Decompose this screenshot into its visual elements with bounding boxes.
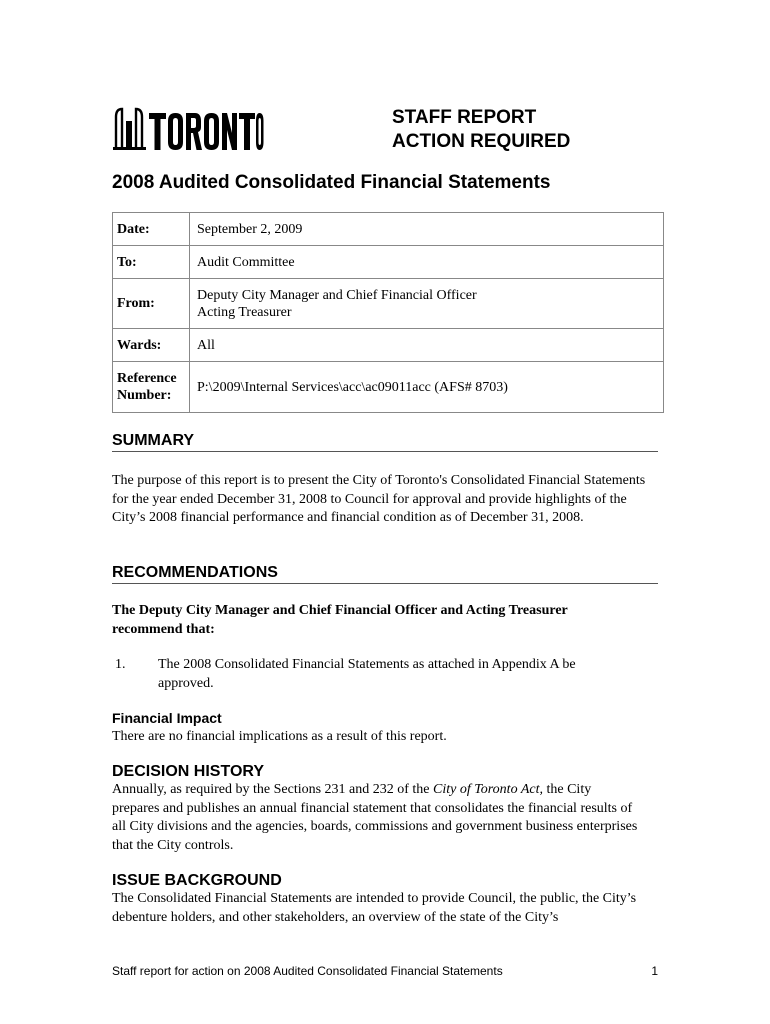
- decision-history-heading: DECISION HISTORY: [112, 763, 265, 780]
- page-number: 1: [651, 964, 658, 978]
- wards-value: All: [190, 329, 664, 362]
- recommendations-heading: RECOMMENDATIONS: [112, 563, 658, 584]
- reference-label: [113, 362, 190, 413]
- recommendations-intro: The Deputy City Manager and Chief Financial Officer and Acting Treasurer recommend that:: [112, 603, 568, 637]
- table-row: [113, 246, 664, 279]
- page-footer: [112, 963, 658, 979]
- to-label: To:: [113, 246, 190, 279]
- document-title: 2008 Audited Consolidated Financial Statements: [112, 172, 551, 193]
- decision-history-text: [112, 781, 642, 855]
- recommendation-number: 1.: [115, 657, 126, 672]
- issue-background-text: The Consolidated Financial Statements are intended to provide Council, the public, the City’s debenture holders, and other stakeholders, an overview of the state of the City’s: [112, 891, 637, 925]
- recommendation-text: The 2008 Consolidated Financial Statements as attached in Appendix A be approved.: [158, 657, 576, 691]
- table-row: [113, 279, 664, 329]
- decision-history-text-part1: Annually, as required by the Sections 231 and 232 of the: [112, 782, 434, 797]
- summary-text: The purpose of this report is to present the City of Toronto's Consolidated Financial Statements for the year ended December 31, 2008 to Council for approval and provide highlights of the City’s 2008 financial performance and financial condition as of December 31, 2008.: [112, 473, 646, 525]
- from-value: [190, 279, 664, 329]
- date-label: Date:: [113, 213, 190, 246]
- financial-impact-heading: Financial Impact: [112, 710, 222, 726]
- report-metadata-table: [112, 212, 664, 413]
- reference-value: P:\2009\Internal Services\acc\ac09011acc (AFS# 8703): [190, 362, 664, 413]
- wards-label: Wards:: [113, 329, 190, 362]
- table-row: [113, 213, 664, 246]
- from-value-line1: Deputy City Manager and Chief Financial Officer: [197, 287, 477, 303]
- report-type-line2: ACTION REQUIRED: [392, 131, 571, 152]
- city-of-toronto-act-title: City of Toronto Act,: [433, 782, 543, 797]
- date-value: September 2, 2009: [190, 213, 664, 246]
- summary-heading: SUMMARY: [112, 431, 658, 452]
- table-row: [113, 362, 664, 413]
- table-row: [113, 329, 664, 362]
- from-value-line2: Acting Treasurer: [197, 304, 292, 320]
- issue-background-heading: ISSUE BACKGROUND: [112, 872, 282, 889]
- footer-text: Staff report for action on 2008 Audited Consolidated Financial Statements: [112, 964, 503, 978]
- to-value: Audit Committee: [190, 246, 664, 279]
- toronto-logo: [112, 103, 264, 153]
- from-label: From:: [113, 279, 190, 329]
- report-type: [392, 106, 570, 154]
- decision-history-text-part2: the City prepares and publishes an annual financial statement that consolidates the financial results of all City divisions and the agencies, boards, commissions and government business enterprises that the City controls.: [112, 782, 638, 853]
- reference-label-line1: Reference: [117, 371, 177, 386]
- city-hall-logo-icon: [112, 103, 264, 153]
- report-type-line1: STAFF REPORT: [392, 107, 537, 128]
- financial-impact-text: There are no financial implications as a result of this report.: [112, 729, 447, 744]
- reference-label-line2: Number:: [117, 388, 172, 403]
